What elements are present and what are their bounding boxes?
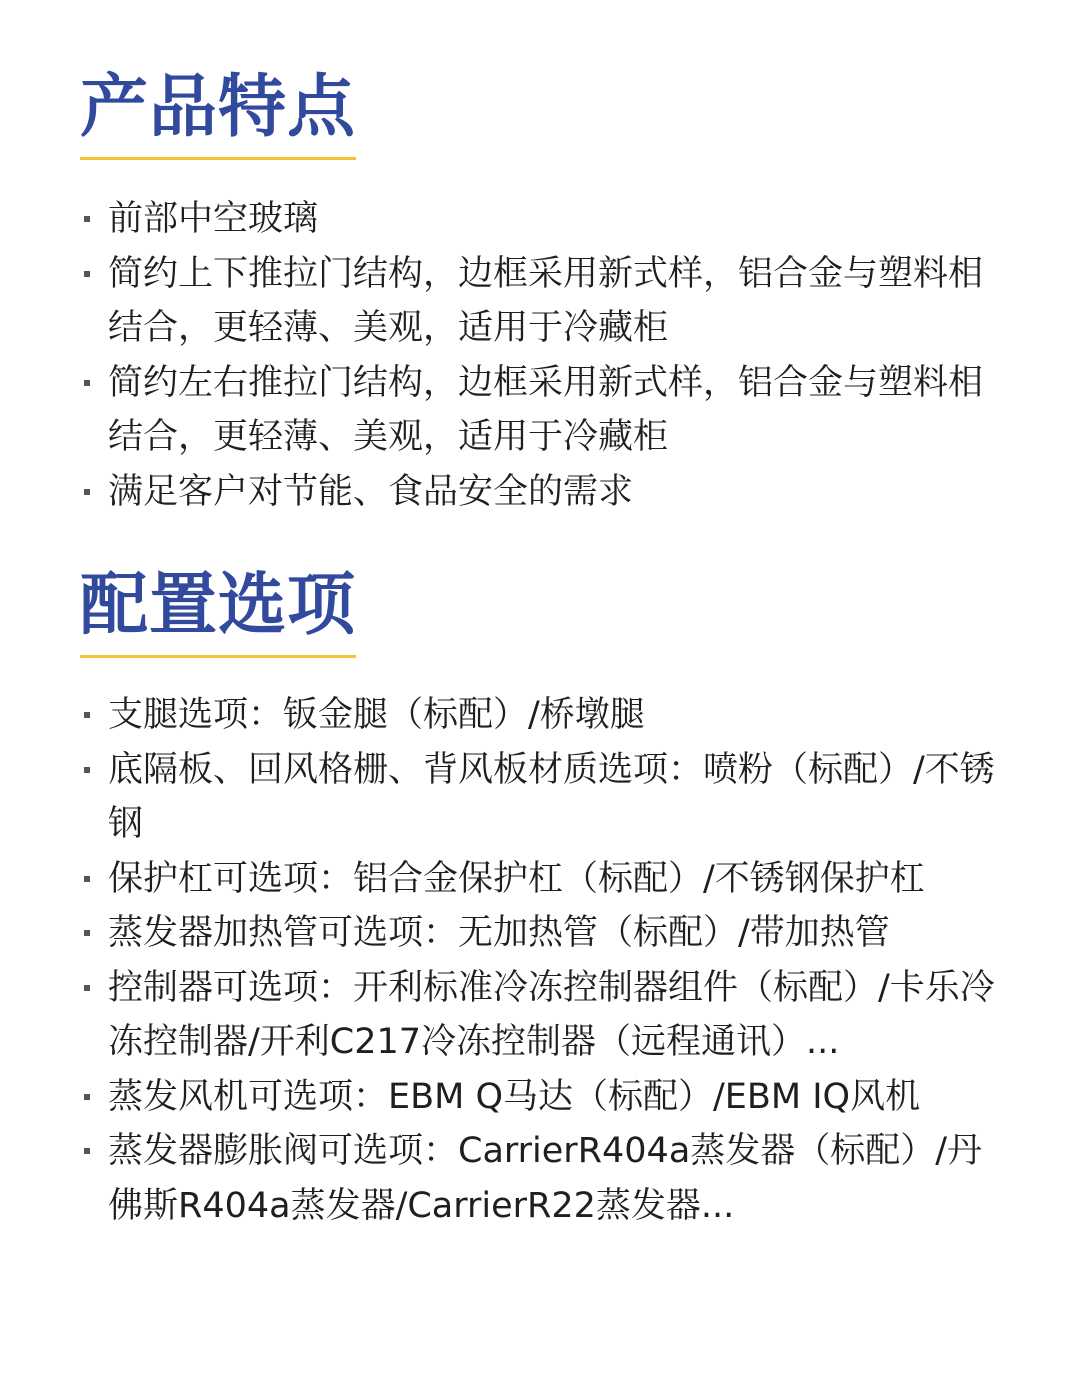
config-item [80,743,1010,852]
config-item [80,1070,1010,1125]
bullet-icon [84,1148,90,1154]
feature-item-text: 满足客户对节能、食品安全的需求 [108,471,634,512]
bullet-icon [84,1094,90,1100]
feature-item-text: 前部中空玻璃 [108,199,319,239]
config-item [80,1124,1010,1233]
config-item-text: 保护杠可选项：铝合金保护杠（标配）/不锈钢保护杠 [108,858,925,899]
configuration-options-heading-wrap [80,566,356,658]
product-features-list [80,192,1010,519]
bullet-icon [84,985,90,991]
product-features-heading-wrap [80,68,356,160]
product-features-title: 产品特点 [80,68,357,147]
feature-item-text: 简约左右推拉门结构，边框采用新式样，铝合金与塑料相结合，更轻薄、美观，适用于冷藏柜 [108,362,984,457]
bullet-icon [84,712,90,718]
product-features-section [80,68,1010,519]
config-item [80,906,1010,961]
config-item-text: 底隔板、回风格栅、背风板材质选项：喷粉（标配）/不锈钢 [108,749,995,844]
bullet-icon [84,767,90,773]
product-features-underline [80,157,356,160]
bullet-icon [84,271,90,277]
feature-item [80,247,1010,356]
configuration-options-section [80,566,1010,1233]
bullet-icon [84,489,90,495]
feature-item [80,192,1010,247]
config-item-text: 蒸发风机可选项：EBM Q马达（标配）/EBM IQ风机 [108,1076,921,1117]
bullet-icon [84,380,90,386]
bullet-icon [84,930,90,936]
feature-item [80,465,1010,520]
config-item-text: 控制器可选项：开利标准冷冻控制器组件（标配）/卡乐冷冻控制器/开利C217冷冻控制器（远程通讯）... [108,967,995,1062]
config-item [80,852,1010,907]
bullet-icon [84,216,90,222]
config-item [80,688,1010,743]
config-item-text: 蒸发器加热管可选项：无加热管（标配）/带加热管 [108,913,890,953]
feature-item-text: 简约上下推拉门结构，边框采用新式样，铝合金与塑料相结合，更轻薄、美观，适用于冷藏柜 [108,253,984,348]
config-item-text: 支腿选项：钣金腿（标配）/桥墩腿 [108,695,645,735]
config-item-text: 蒸发器膨胀阀可选项：CarrierR404a蒸发器（标配）/丹佛斯R404a蒸发器/CarrierR22蒸发器... [108,1131,983,1226]
configuration-options-title: 配置选项 [80,566,357,645]
config-item [80,961,1010,1070]
feature-item [80,356,1010,465]
configuration-options-list [80,688,1010,1233]
configuration-options-underline [80,655,356,658]
bullet-icon [84,876,90,882]
